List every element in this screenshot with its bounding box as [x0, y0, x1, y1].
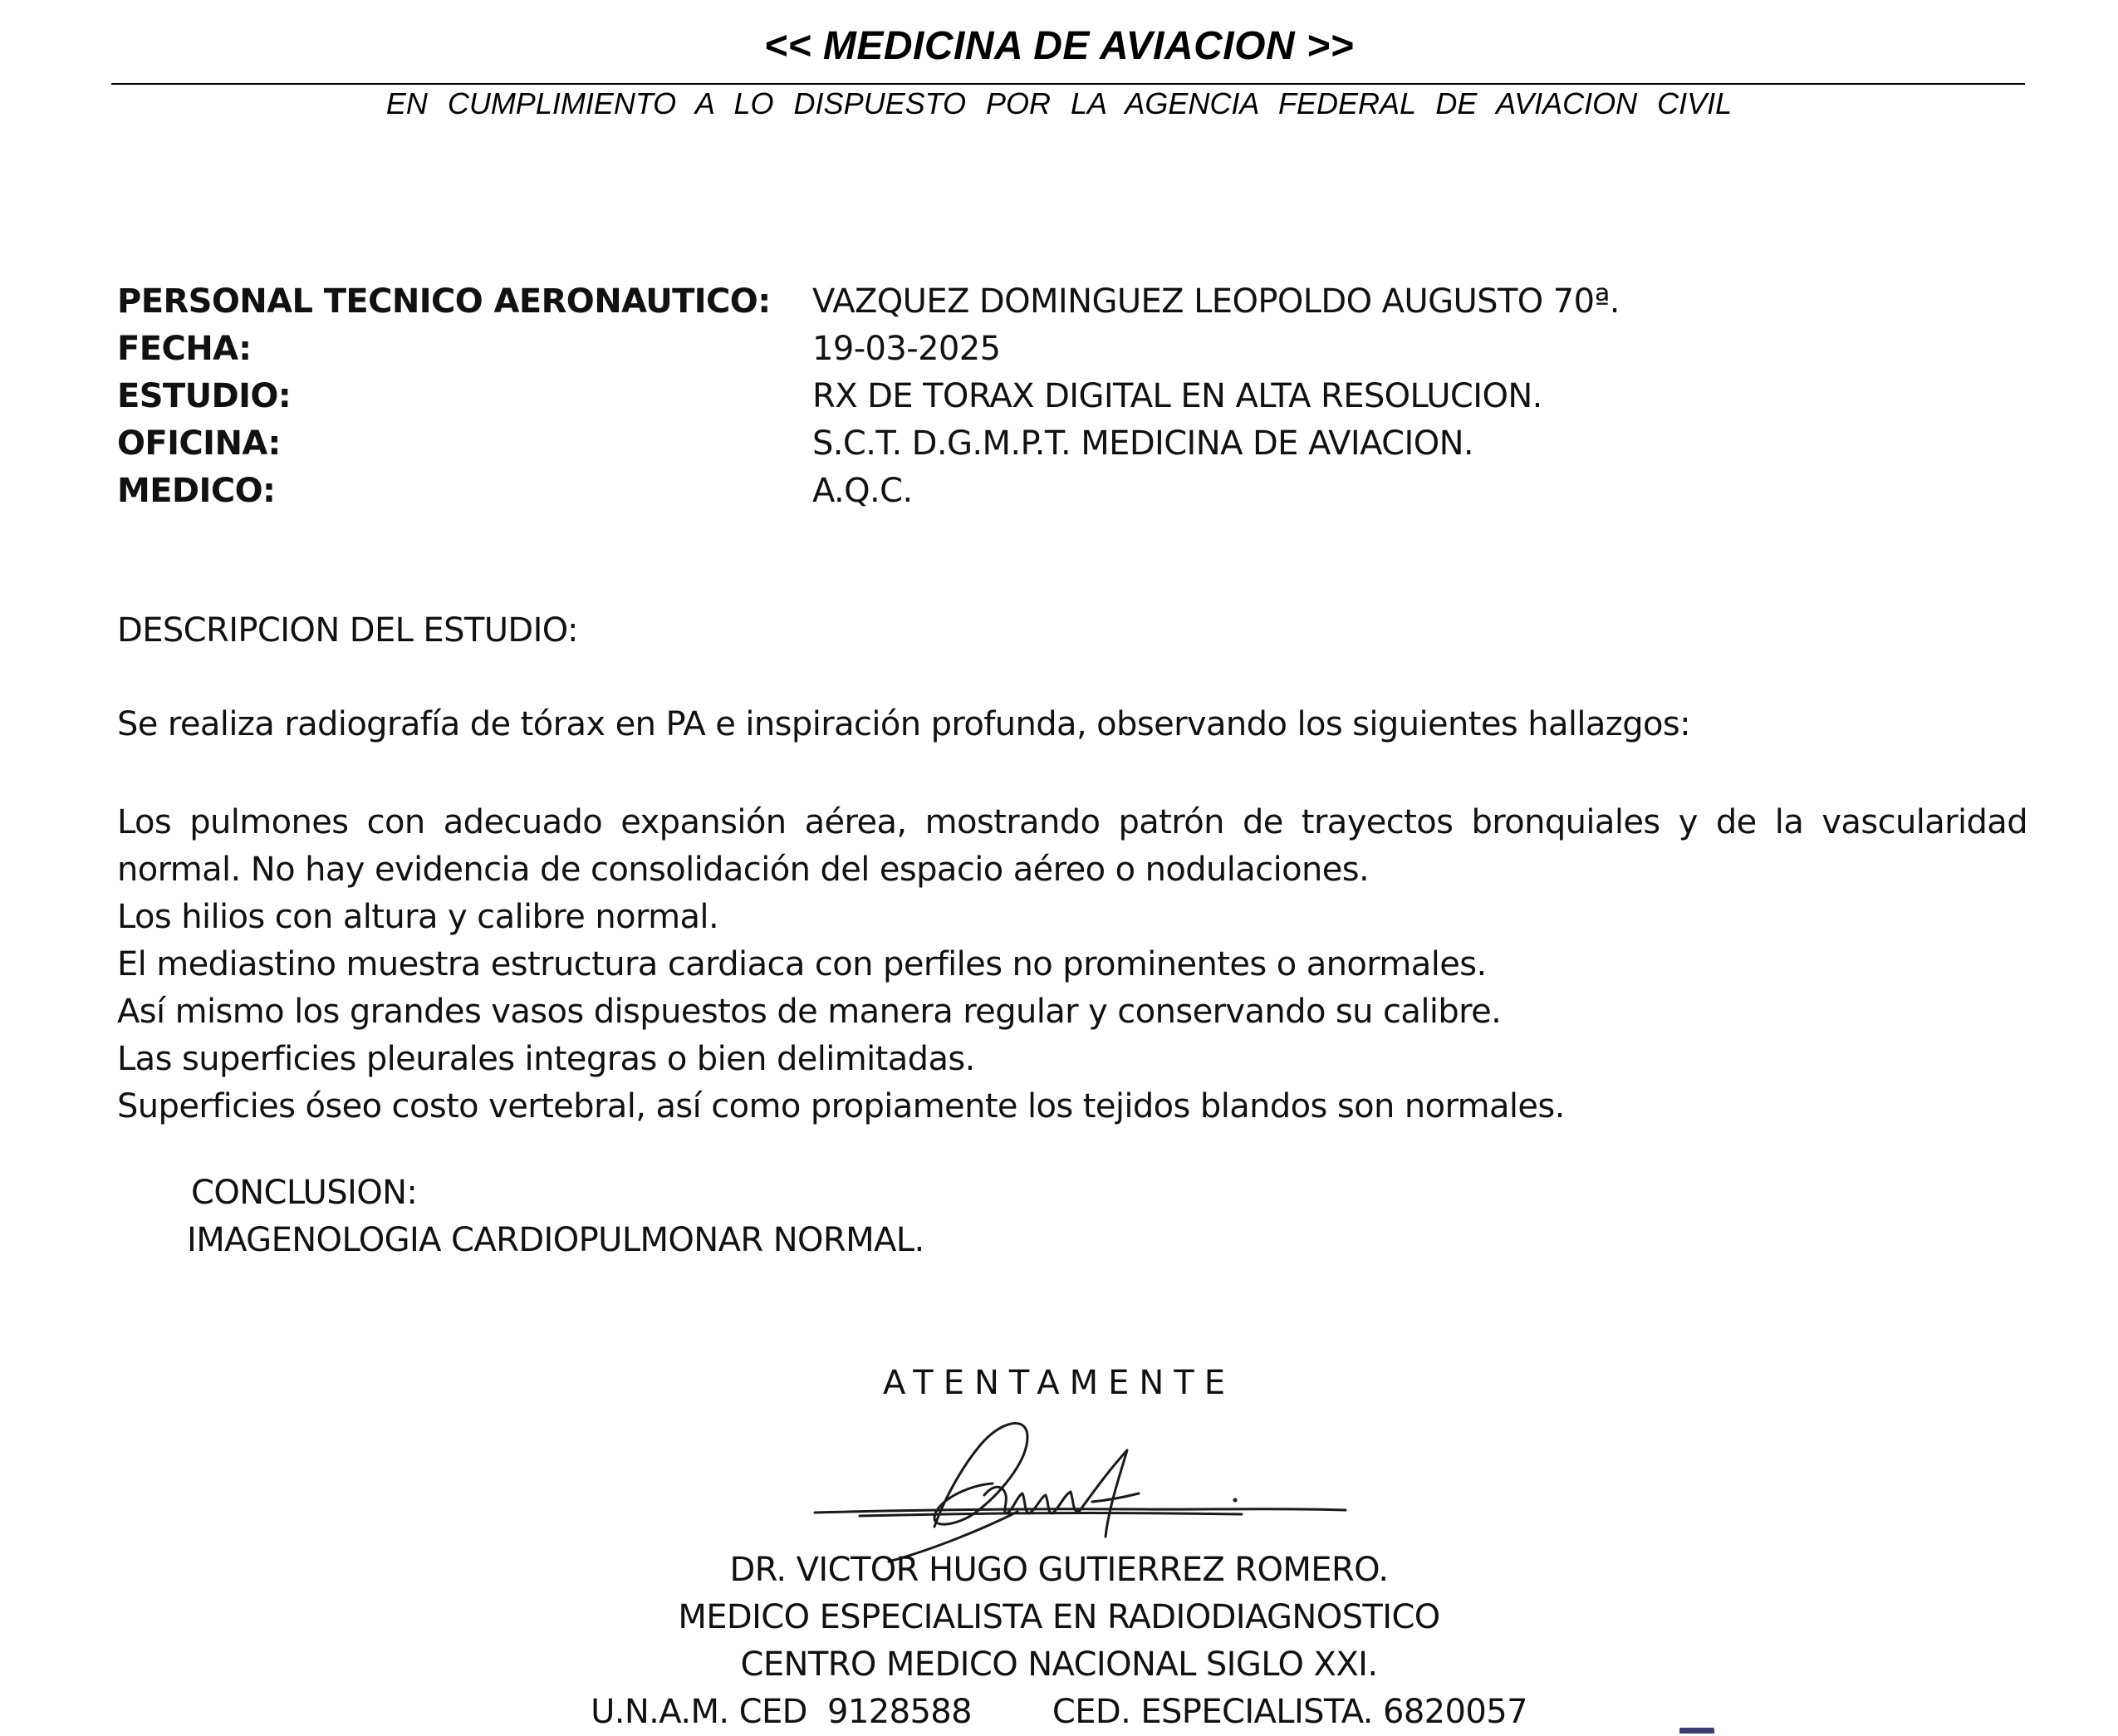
doctor-signature-block: [0, 1547, 2118, 1736]
field-label: PERSONAL TECNICO AERONAUTICO:: [117, 282, 771, 321]
document-title: << MEDICINA DE AVIACION >>: [763, 24, 1355, 68]
corner-mark: [1679, 1728, 1714, 1734]
signature-icon: [810, 1404, 1350, 1570]
field-value: VAZQUEZ DOMINGUEZ LEOPOLDO AUGUSTO 70ª.: [812, 282, 1620, 321]
description-intro: Se realiza radiografía de tórax en PA e inspiración profunda, observando los siguientes hallazgos:: [117, 705, 1690, 743]
header-divider: [111, 83, 2025, 85]
field-value: A.Q.C.: [812, 471, 913, 510]
description-title: DESCRIPCION DEL ESTUDIO:: [117, 611, 578, 650]
finding-item: Superficies óseo costo vertebral, así como propiamente los tejidos blandos son normales.: [117, 1087, 1565, 1125]
field-fecha: [117, 325, 2027, 372]
doctor-institution: CENTRO MEDICO NACIONAL SIGLO XXI.: [740, 1645, 1378, 1684]
finding-item: Así mismo los grandes vasos dispuestos de manera regular y conservando su calibre.: [117, 993, 1502, 1031]
finding-item: Los pulmones con adecuado expansión aérea, mostrando patrón de trayectos bronquiales y de la vascularidad normal. No hay evidencia de consolidación del espacio aéreo o nodulaciones.: [117, 803, 2027, 889]
doctor-credentials: U.N.A.M. CED 9128588 CED. ESPECIALISTA. 6820057: [591, 1693, 1527, 1731]
conclusion-text: IMAGENOLOGIA CARDIOPULMONAR NORMAL.: [187, 1221, 924, 1259]
report-fields: [117, 277, 2027, 514]
field-value: RX DE TORAX DIGITAL EN ALTA RESOLUCION.: [812, 376, 1542, 415]
field-estudio: [117, 372, 2027, 419]
field-label: ESTUDIO:: [117, 376, 292, 415]
field-value: S.C.T. D.G.M.P.T. MEDICINA DE AVIACION.: [812, 424, 1474, 463]
finding-item: Las superficies pleurales integras o bien delimitadas.: [117, 1040, 975, 1078]
finding-item: Los hilios con altura y calibre normal.: [117, 898, 719, 936]
field-label: MEDICO:: [117, 471, 276, 510]
conclusion-title: CONCLUSION:: [191, 1174, 418, 1212]
field-medico: [117, 467, 2027, 514]
doctor-name: DR. VICTOR HUGO GUTIERREZ ROMERO.: [729, 1551, 1389, 1589]
closing-regards: ATENTAMENTE: [883, 1364, 1235, 1402]
field-personal: [117, 277, 2027, 325]
findings-list: [117, 799, 2027, 1130]
finding-item: El mediastino muestra estructura cardiaca con perfiles no prominentes o anormales.: [117, 945, 1487, 983]
field-label: FECHA:: [117, 329, 252, 368]
field-label: OFICINA:: [117, 424, 281, 463]
document-subtitle: EN CUMPLIMIENTO A LO DISPUESTO POR LA AGENCIA FEDERAL DE AVIACION CIVIL: [385, 86, 1733, 120]
field-oficina: [117, 419, 2027, 467]
field-value: 19-03-2025: [812, 329, 1001, 368]
doctor-title: MEDICO ESPECIALISTA EN RADIODIAGNOSTICO: [678, 1598, 1440, 1636]
